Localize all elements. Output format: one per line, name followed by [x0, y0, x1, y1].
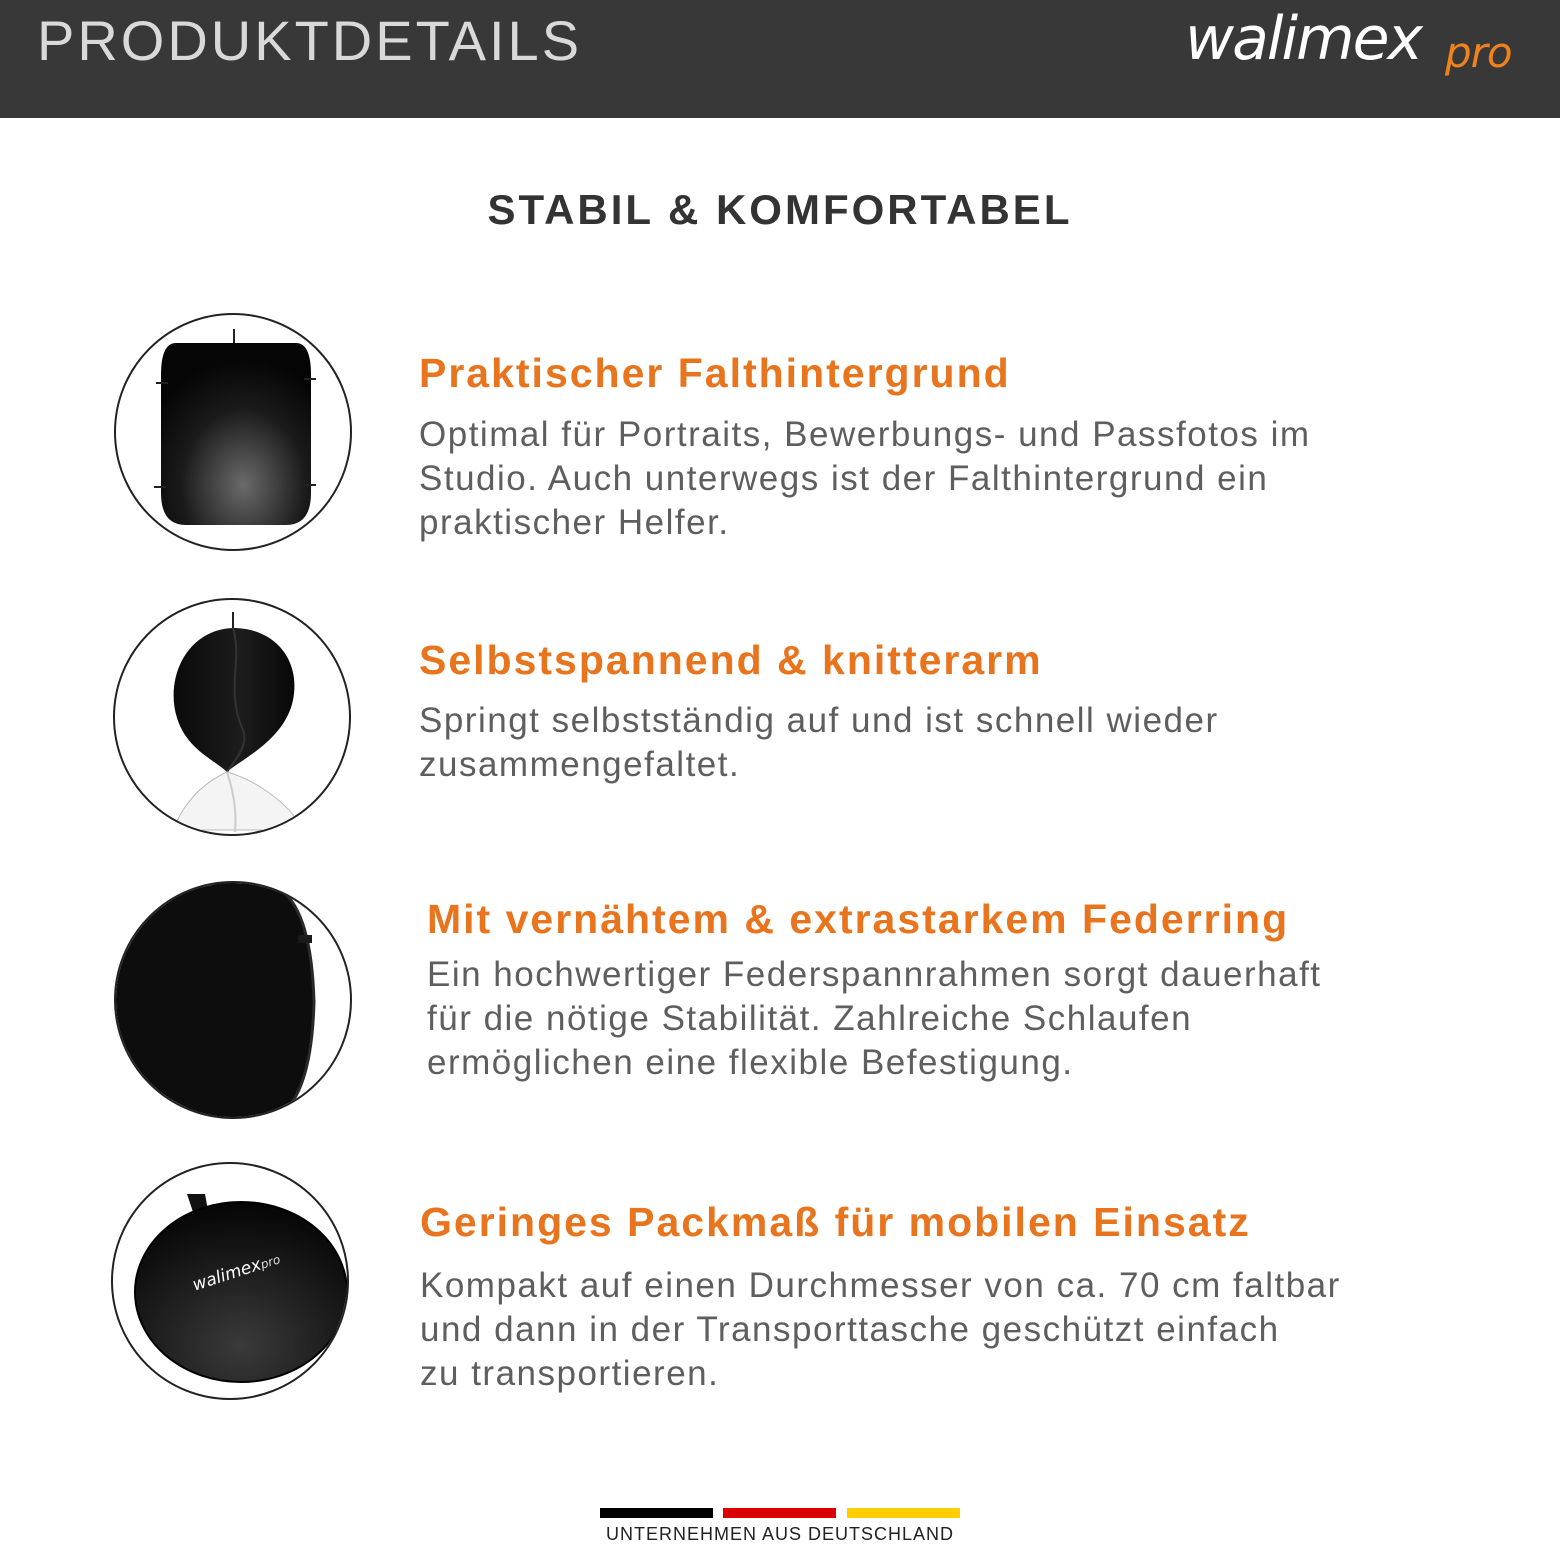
- feature-description: [419, 699, 1479, 787]
- header-title: PRODUKTDETAILS: [37, 9, 583, 72]
- brand-logo: [1185, 4, 1530, 84]
- feature-description: [427, 953, 1487, 1085]
- feature-line: zusammengefaltet.: [419, 745, 741, 784]
- feature-line: Springt selbstständig auf und ist schnell wieder: [419, 701, 1219, 740]
- brand-logo-main: walimex: [1185, 4, 1422, 74]
- feature-line: Studio. Auch unterwegs ist der Falthintergrund ein: [419, 459, 1269, 498]
- folding-background-icon: [114, 313, 352, 551]
- twisted-background-icon: [113, 598, 351, 836]
- flag-bar-red: [723, 1508, 836, 1518]
- flag-bar-gold: [847, 1508, 960, 1518]
- section-title: STABIL & KOMFORTABEL: [487, 186, 1073, 233]
- feature-description: [419, 413, 1479, 545]
- feature-line: praktischer Helfer.: [419, 503, 730, 542]
- feature-line: Kompakt auf einen Durchmesser von ca. 70 cm faltbar: [420, 1266, 1341, 1305]
- spring-ring-icon: [114, 881, 352, 1119]
- feature-title: Selbstspannend & knitterarm: [419, 637, 1043, 683]
- feature-line: zu transportieren.: [420, 1354, 720, 1393]
- feature-description: [420, 1264, 1480, 1396]
- brand-logo-sub: pro: [1445, 28, 1512, 77]
- feature-line: ermöglichen eine flexible Befestigung.: [427, 1043, 1074, 1082]
- feature-title: Mit vernähtem & extrastarkem Federring: [427, 896, 1290, 942]
- footer-text: UNTERNEHMEN AUS DEUTSCHLAND: [605, 1524, 955, 1544]
- carry-bag-icon: [111, 1162, 349, 1400]
- bag-logo-sub: pro: [258, 1252, 283, 1272]
- feature-title: Praktischer Falthintergrund: [419, 350, 1011, 396]
- feature-line: Ein hochwertiger Federspannrahmen sorgt dauerhaft: [427, 955, 1322, 994]
- flag-bar-black: [600, 1508, 713, 1518]
- feature-line: für die nötige Stabilität. Zahlreiche Schlaufen: [427, 999, 1193, 1038]
- feature-title: Geringes Packmaß für mobilen Einsatz: [420, 1199, 1251, 1245]
- feature-line: Optimal für Portraits, Bewerbungs- und Passfotos im: [419, 415, 1311, 454]
- feature-line: und dann in der Transporttasche geschützt einfach: [420, 1310, 1280, 1349]
- bag-logo-main: walimex: [190, 1254, 264, 1296]
- header-bar: [0, 0, 1560, 118]
